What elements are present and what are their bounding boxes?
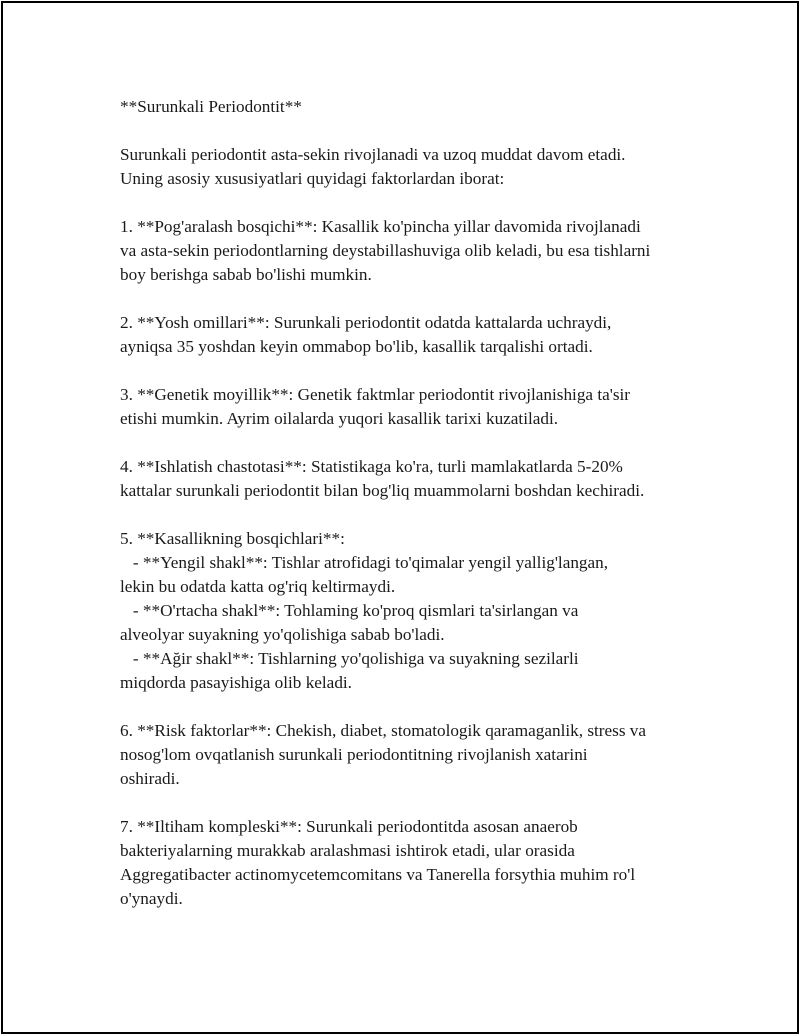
intro-line: Surunkali periodontit asta-sekin rivojlanadi va uzoq muddat davom etadi. (120, 145, 626, 164)
document-body (120, 95, 710, 911)
section-5-line: - **O'rtacha shakl**: Tohlaming ko'proq qismlari ta'sirlangan va (120, 601, 579, 620)
section-2-line: 2. **Yosh omillari**: Surunkali periodontit odatda kattalarda uchraydi, (120, 313, 612, 332)
section-5-line: - **Ağir shakl**: Tishlarning yo'qolishiga va suyakning sezilarli (120, 649, 579, 668)
section-3-line: etishi mumkin. Ayrim oilalarda yuqori kasallik tarixi kuzatiladi. (120, 409, 559, 428)
document-title: **Surunkali Periodontit** (120, 97, 302, 116)
section-7-line: 7. **Iltiham kompleski**: Surunkali periodontitda asosan anaerob (120, 817, 578, 836)
spacer (120, 431, 710, 455)
section-3-line: 3. **Genetik moyillik**: Genetik faktmlar periodontit rivojlanishiga ta'sir (120, 385, 631, 404)
section-1-line: boy berishga sabab bo'lishi mumkin. (120, 265, 372, 284)
section-1-line: va asta-sekin periodontlarning deystabillashuviga olib keladi, bu esa tishlarni (120, 241, 651, 260)
section-4-line: 4. **Ishlatish chastotasi**: Statistikaga ko'ra, turli mamlakatlarda 5-20% (120, 457, 623, 476)
section-1-line: 1. **Pog'aralash bosqichi**: Kasallik ko'pincha yillar davomida rivojlanadi (120, 217, 641, 236)
spacer (120, 119, 710, 143)
section-7-line: o'ynaydi. (120, 889, 183, 908)
section-7-line: bakteriyalarning murakkab aralashmasi ishtirok etadi, ular orasida (120, 841, 575, 860)
spacer (120, 287, 710, 311)
spacer (120, 503, 710, 527)
spacer (120, 191, 710, 215)
section-5-line: - **Yengil shakl**: Tishlar atrofidagi to'qimalar yengil yallig'langan, (120, 553, 609, 572)
section-2-line: ayniqsa 35 yoshdan keyin ommabop bo'lib, kasallik tarqalishi ortadi. (120, 337, 593, 356)
section-5-line: alveolyar suyakning yo'qolishiga sabab bo'ladi. (120, 625, 445, 644)
spacer (120, 791, 710, 815)
spacer (120, 359, 710, 383)
page-frame (1, 1, 799, 1034)
section-5-line: miqdorda pasayishiga olib keladi. (120, 673, 352, 692)
section-4-line: kattalar surunkali periodontit bilan bog'liq muammolarni boshdan kechiradi. (120, 481, 645, 500)
section-5-line: 5. **Kasallikning bosqichlari**: (120, 529, 345, 548)
section-5-line: lekin bu odatda katta og'riq keltirmaydi. (120, 577, 396, 596)
section-6-line: nosog'lom ovqatlanish surunkali periodontitning rivojlanish xatarini (120, 745, 588, 764)
spacer (120, 695, 710, 719)
section-7-line: Aggregatibacter actinomycetemcomitans va Tanerella forsythia muhim ro'l (120, 865, 636, 884)
section-6-line: 6. **Risk faktorlar**: Chekish, diabet, stomatologik qaramaganlik, stress va (120, 721, 647, 740)
section-6-line: oshiradi. (120, 769, 180, 788)
intro-line: Uning asosiy xususiyatlari quyidagi faktorlardan iborat: (120, 169, 505, 188)
